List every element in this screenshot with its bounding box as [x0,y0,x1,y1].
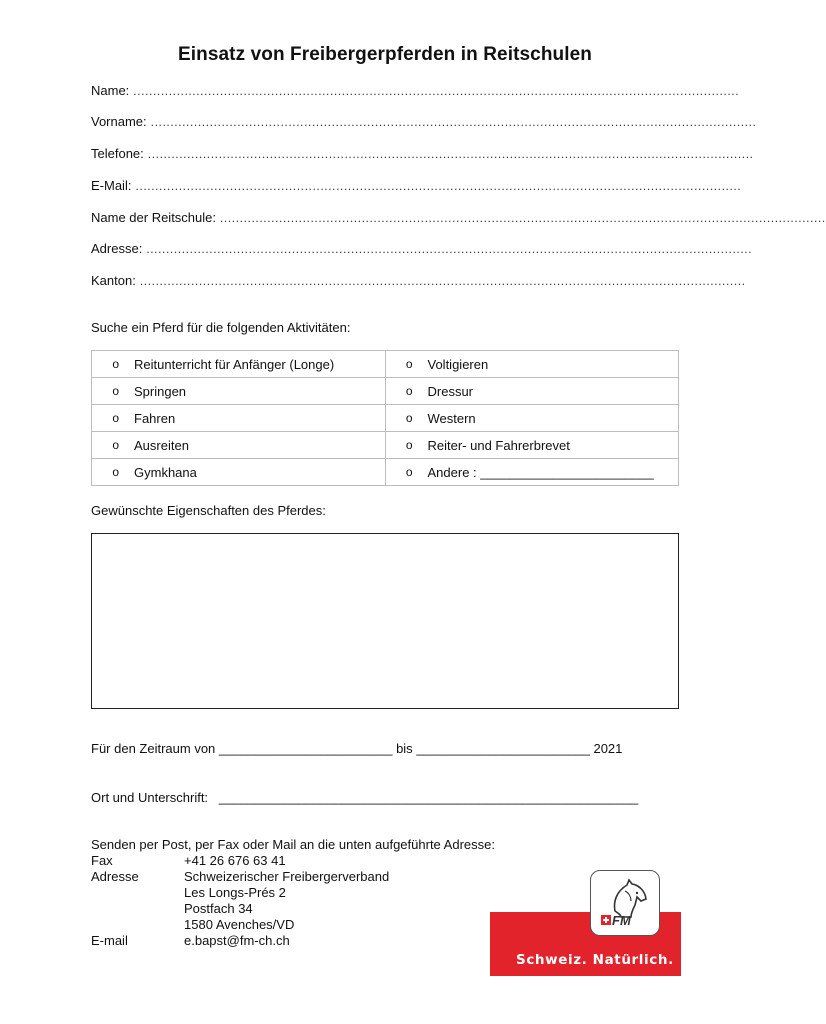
activity-option[interactable] [386,384,679,399]
reitschule-field[interactable] [91,210,826,230]
checkbox-bullet[interactable]: o [405,438,413,452]
activity-label: Reiter- und Fahrerbrevet [427,437,570,453]
period-from-input[interactable]: ________________________ [218,741,393,756]
period-year: 2021 [593,741,623,756]
activity-option[interactable] [386,357,679,372]
telefone-label: Telefone: [91,146,144,161]
logo-mark: FM [612,913,631,928]
period-middle: bis [396,741,413,756]
checkbox-bullet[interactable]: o [405,357,413,371]
fill-line: .......................................................................................................................................................... [220,211,826,225]
period-prefix: Für den Zeitraum von [91,741,216,756]
activity-option[interactable] [386,438,679,453]
address-line: Les Longs-Prés 2 [184,885,286,900]
fax-label: Fax [91,853,113,868]
kanton-label: Kanton: [91,273,136,288]
fill-line: .......................................................................................................................................................... [135,179,742,193]
signature-row [91,790,638,805]
checkbox-bullet[interactable]: o [112,357,119,371]
fill-line: .......................................................................................................................................................... [147,147,754,161]
activity-option[interactable] [92,465,385,480]
activity-option[interactable] [386,411,679,426]
activity-option[interactable] [92,411,385,426]
contact-block [91,837,495,949]
activity-option[interactable] [386,465,679,480]
fill-line: .......................................................................................................................................................... [133,84,740,98]
adresse-field[interactable] [91,241,753,261]
activity-label: Dressur [427,383,474,399]
checkbox-bullet[interactable]: o [112,411,119,425]
logo-slogan: Schweiz. Natürlich. [516,952,674,968]
checkbox-bullet[interactable]: o [405,384,413,398]
page-title: Einsatz von Freibergerpferden in Reitschulen [177,44,593,65]
activity-label: Springen [134,383,187,399]
wishes-textbox[interactable] [91,533,679,709]
signature-label: Ort und Unterschrift: [91,790,209,805]
signature-input[interactable]: __________________________________________________________ [218,790,639,805]
vorname-label: Vorname: [91,114,147,129]
activities-label: Suche ein Pferd für die folgenden Aktivitäten: [91,320,351,335]
email-contact-label: E-mail [91,933,128,948]
email-label: E-Mail: [91,178,132,193]
wishes-label: Gewünschte Eigenschaften des Pferdes: [91,503,326,518]
activity-label: Gymkhana [134,464,197,480]
activity-label: Fahren [134,410,176,426]
checkbox-bullet[interactable]: o [405,411,413,425]
activity-option[interactable] [92,357,385,372]
email-field[interactable] [91,178,742,198]
kanton-field[interactable] [91,273,746,293]
period-row [91,741,622,756]
fill-line: .......................................................................................................................................................... [150,115,757,129]
address-line: Schweizerischer Freibergerverband [184,869,390,884]
name-field[interactable] [91,83,740,103]
reitschule-label: Name der Reitschule: [91,210,216,225]
fill-line: .......................................................................................................................................................... [139,274,746,288]
checkbox-bullet[interactable]: o [112,465,119,479]
activity-label: Andere : ________________________ [427,464,654,480]
adresse-label: Adresse: [91,241,143,256]
address-line: 1580 Avenches/VD [184,917,295,932]
activity-label: Reitunterricht für Anfänger (Longe) [134,356,335,372]
activity-label: Western [427,410,476,426]
activity-label: Ausreiten [134,437,189,453]
name-label: Name: [91,83,130,98]
activities-table [91,350,679,486]
fm-horse-logo-icon [590,870,660,936]
period-to-input[interactable]: ________________________ [416,741,590,756]
activity-label: Voltigieren [427,356,489,372]
activity-option[interactable] [92,384,385,399]
checkbox-bullet[interactable]: o [112,384,119,398]
activity-option[interactable] [92,438,385,453]
vorname-field[interactable] [91,114,757,134]
checkbox-bullet[interactable]: o [112,438,119,452]
email-contact-value: e.bapst@fm-ch.ch [184,933,290,948]
address-line: Postfach 34 [184,901,253,916]
telefone-field[interactable] [91,146,754,166]
fill-line: .......................................................................................................................................................... [146,242,753,256]
contact-intro: Senden per Post, per Fax oder Mail an die unten aufgeführte Adresse: [91,837,495,852]
address-label: Adresse [91,869,139,884]
checkbox-bullet[interactable]: o [405,465,413,479]
fax-value: +41 26 676 63 41 [184,853,286,868]
